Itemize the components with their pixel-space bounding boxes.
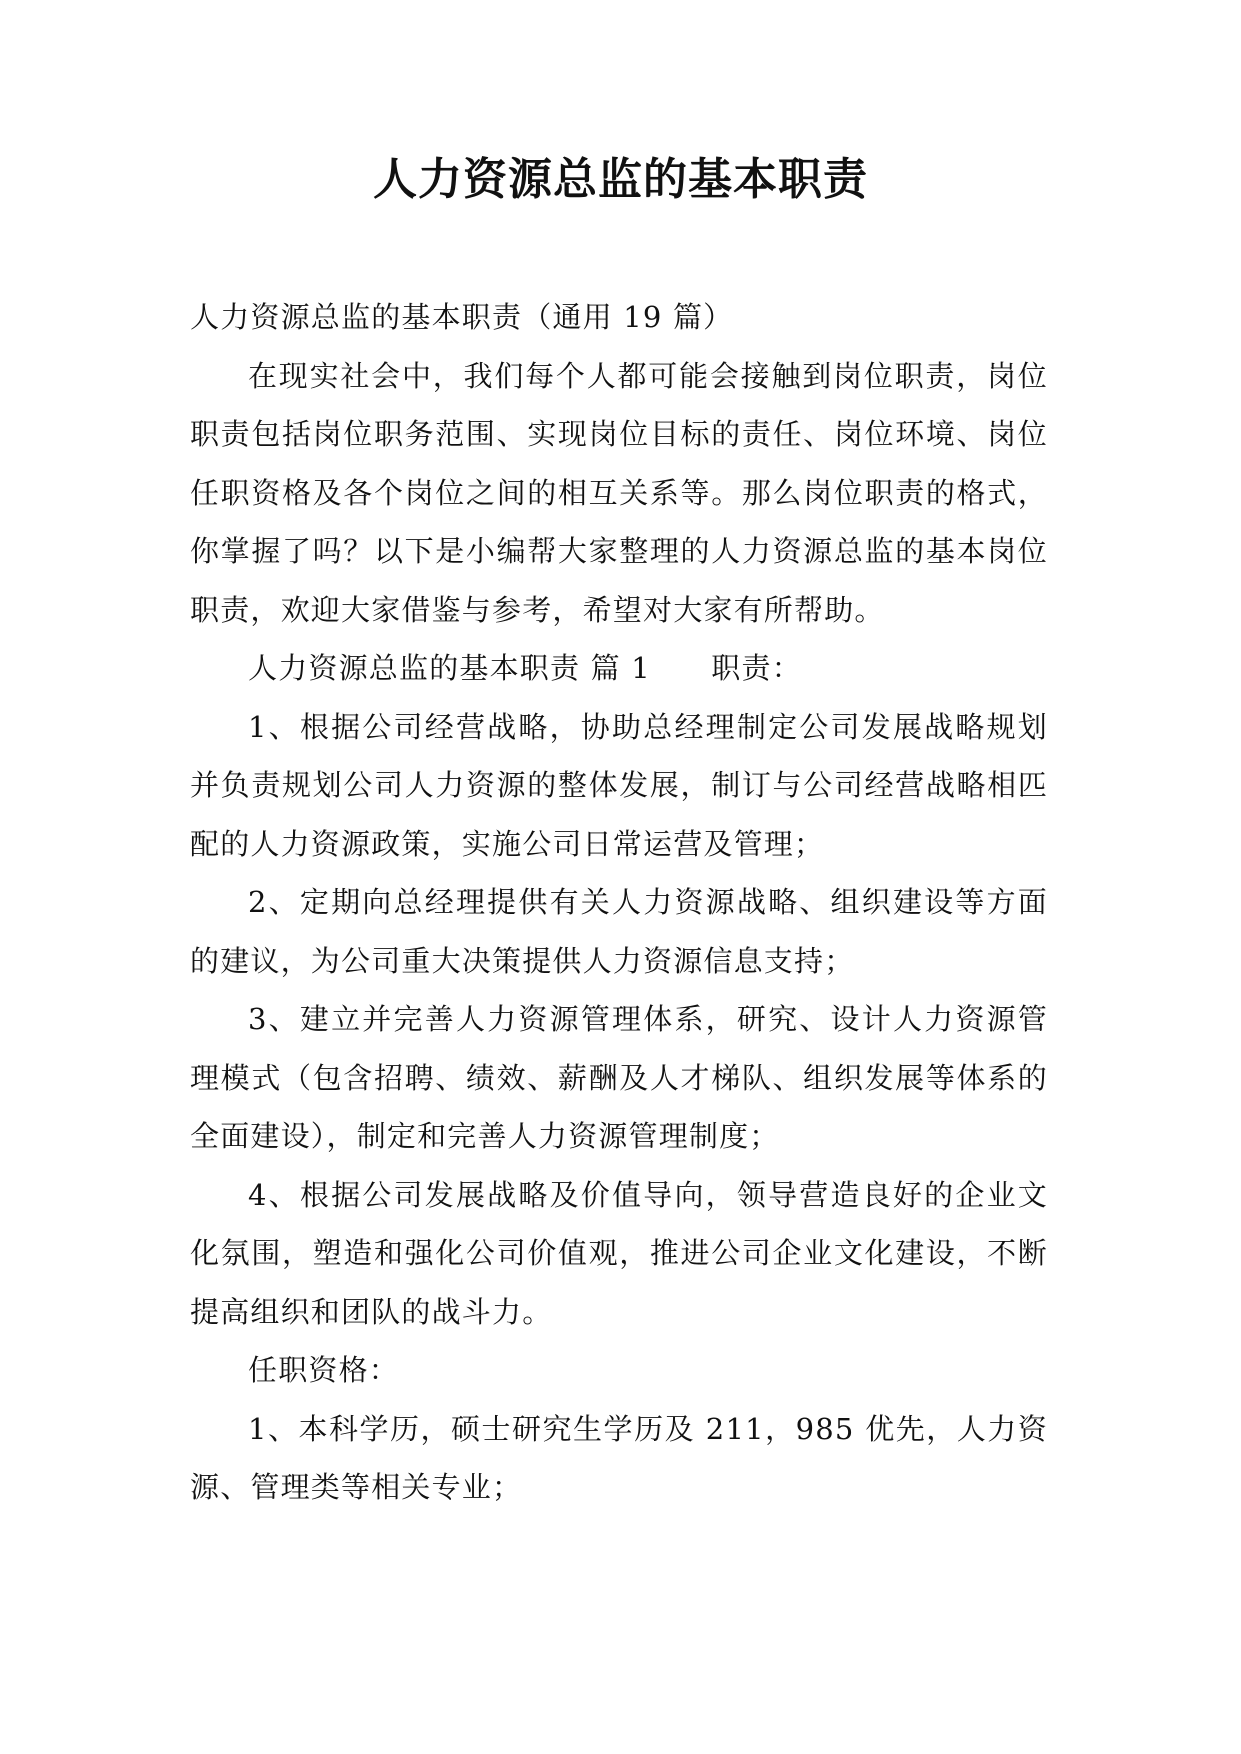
qualification-item-1: 1、本科学历，硕士研究生学历及 211，985 优先，人力资源、管理类等相关专业； [190, 1411, 1048, 1504]
intro-paragraph: 在现实社会中，我们每个人都可能会接触到岗位职责，岗位职责包括岗位职务范围、实现岗位目标的责任、岗位环境、岗位任职资格及各个岗位之间的相互关系等。那么岗位职责的格式，你掌握了吗？以下是小编帮大家整理的人力资源总监的基本岗位职责，欢迎大家借鉴与参考，希望对大家有所帮助。 [190, 358, 1048, 627]
section-heading-part1: 人力资源总监的基本职责 篇 1 职责： [248, 651, 802, 685]
qualifications-heading: 任职资格： [248, 1353, 400, 1387]
document-body [190, 288, 1048, 1517]
duty-item-1: 1、根据公司经营战略，协助总经理制定公司发展战略规划并负责规划公司人力资源的整体发展，制订与公司经营战略相匹配的人力资源政策，实施公司日常运营及管理； [190, 709, 1048, 861]
document-title: 人力资源总监的基本职责 [373, 154, 868, 205]
duty-item-4: 4、根据公司发展战略及价值导向，领导营造良好的企业文化氛围，塑造和强化公司价值观，推进公司企业文化建设，不断提高组织和团队的战斗力。 [190, 1177, 1048, 1329]
document-subtitle: 人力资源总监的基本职责（通用 19 篇） [190, 300, 734, 334]
duty-item-3: 3、建立并完善人力资源管理体系，研究、设计人力资源管理模式（包含招聘、绩效、薪酬及人才梯队、组织发展等体系的全面建设），制定和完善人力资源管理制度； [190, 1002, 1048, 1153]
duty-item-2: 2、定期向总经理提供有关人力资源战略、组织建设等方面的建议，为公司重大决策提供人力资源信息支持； [190, 885, 1048, 978]
